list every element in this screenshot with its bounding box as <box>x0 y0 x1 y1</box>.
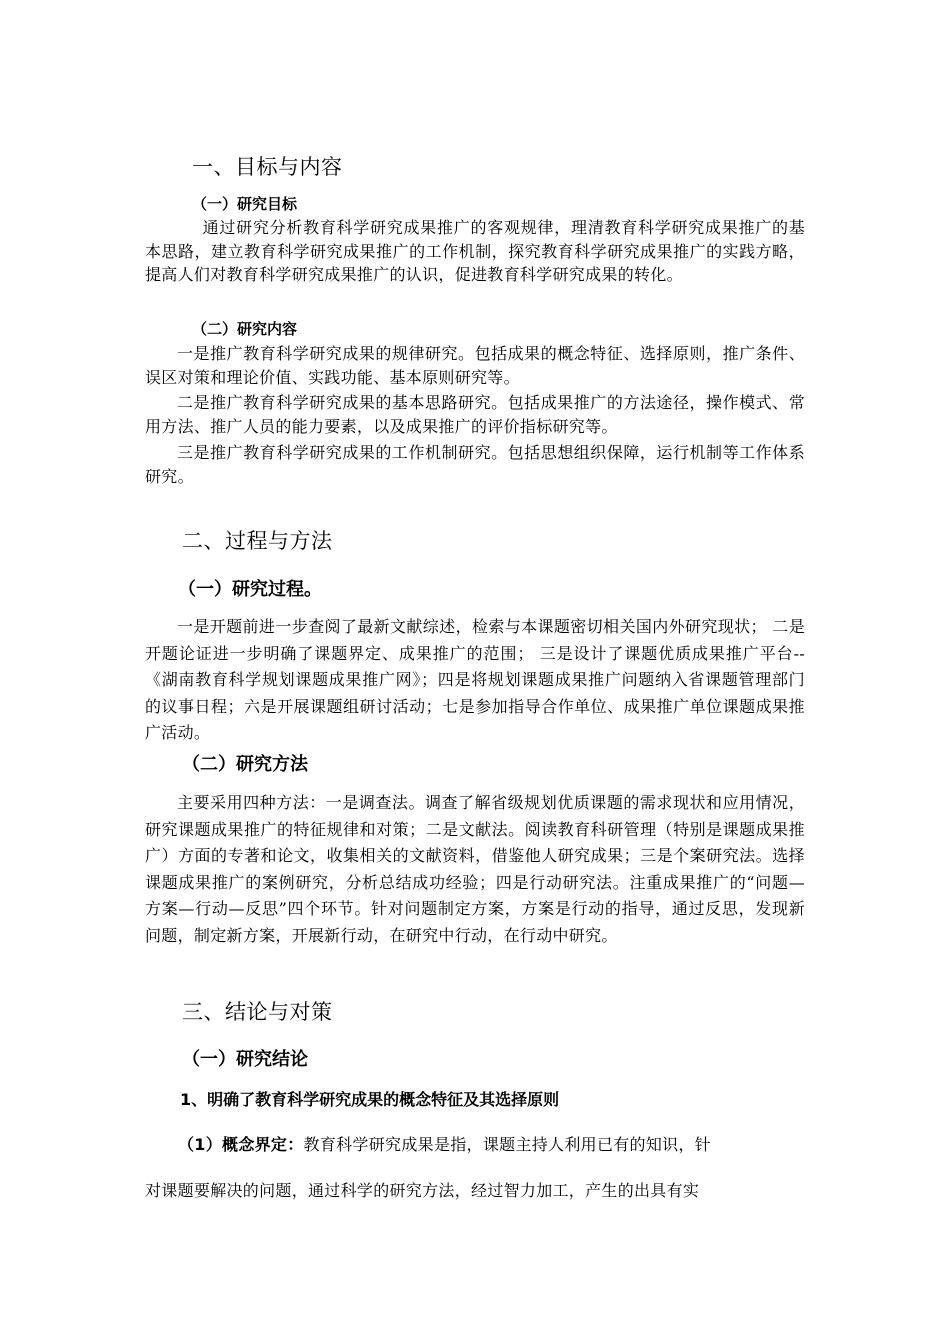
section-1-sub2-title: （二）研究内容 <box>192 320 298 338</box>
section-2-process-text: 一是开题前进一步查阅了最新文献综述，检索与本课题密切相关国内外研究现状； 二是开题论证进一步明确了课题界定、成果推广的范围； 三是设计了课题优质成果推广平台--《湖南教育科学规划课题成果推广网》；四是将规划课题成果推广问题纳入省课题管理部门的议事日程；六是开展课题组研讨活动；七是参加指导合作单位、成果推广单位课题成果推广活动。 <box>145 617 805 742</box>
section-3-point-title: 1、明确了教育科学研究成果的概念特征及其选择原则 <box>180 1090 560 1109</box>
section-1-content-para-3: 三是推广教育科学研究成果的工作机制研究。包括思想组织保障，运行机制等工作体系研究。 <box>145 443 805 486</box>
section-1-content-para-1: 一是推广教育科学研究成果的规律研究。包括成果的概念特征、选择原则，推广条件、误区对策和理论价值、实践功能、基本原则研究等。 <box>145 344 805 387</box>
section-1-sub1-title: （一）研究目标 <box>192 195 298 213</box>
section-1-sub1-text: 通过研究分析教育科学研究成果推广的客观规律，理清教育科学研究成果推广的基本思路，建立教育科学研究成果推广的工作机制，探究教育科学研究成果推广的实践方略，提高人们对教育科学研究成果推广的认识，促进教育科学研究成果的转化。 <box>145 218 805 284</box>
section-3-title: 三、结论与对策 <box>182 1000 333 1024</box>
section-2-title: 二、过程与方法 <box>182 529 333 553</box>
concept-line-2: 对课题要解决的问题，通过科学的研究方法，经过智力加工，产生的出具有实 <box>145 1181 700 1200</box>
section-1-content-para-2: 二是推广教育科学研究成果的基本思路研究。包括成果推广的方法途径，操作模式、常用方法、推广人员的能力要素，以及成果推广的评价指标研究等。 <box>145 393 805 436</box>
concept-text-1: 教育科学研究成果是指，课题主持人利用已有的知识，针 <box>303 1135 712 1154</box>
section-1-title: 一、目标与内容 <box>192 155 343 179</box>
section-3-sub1-title: （一）研究结论 <box>182 1049 308 1070</box>
section-2-sub1-title: （一）研究过程。 <box>178 579 322 600</box>
section-2-method-text: 主要采用四种方法：一是调查法。调查了解省级规划优质课题的需求现状和应用情况，研究课题成果推广的特征规律和对策；二是文献法。阅读教育科研管理（特别是课题成果推广）方面的专著和论文，收集相关的文献资料，借鉴他人研究成果；三是个案研究法。选择课题成果推广的案例研究，分析总结成功经验；四是行动研究法。注重成果推广的“问题—方案—行动—反思”四个环节。针对问题制定方案，方案是行动的指导，通过反思，发现新问题，制定新方案，开展新行动，在研究中行动，在行动中研究。 <box>145 793 805 945</box>
section-2-sub2-title: （二）研究方法 <box>182 754 308 775</box>
concept-lead: （1）概念界定： <box>178 1135 304 1154</box>
concept-line-1 <box>178 1133 838 1157</box>
